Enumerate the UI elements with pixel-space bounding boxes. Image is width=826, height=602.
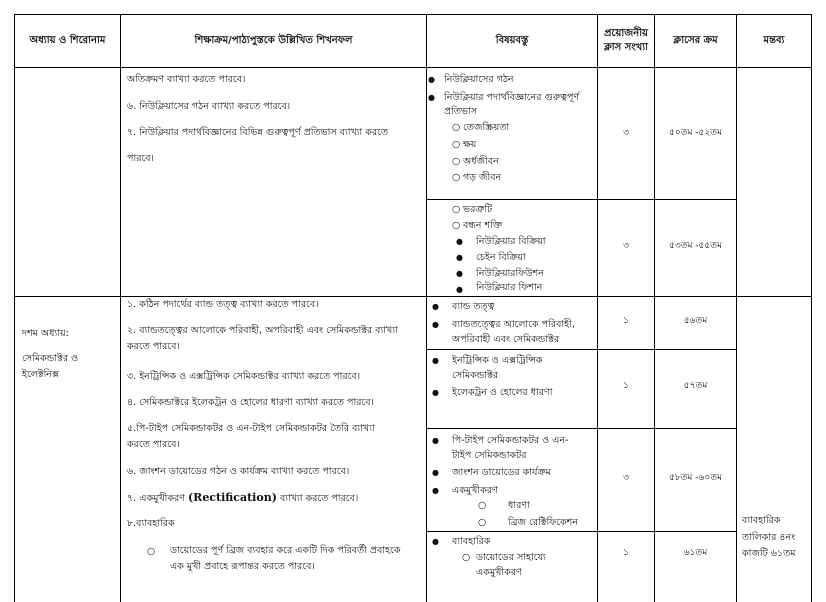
remark-text: তালিকার ৪নং (742, 532, 796, 543)
content-subitem: ক্ষয় (463, 139, 477, 150)
header-bottom-line (14, 67, 812, 68)
class-order: ৫০তম -৫২তম (669, 128, 722, 138)
class-count: ১ (623, 381, 629, 391)
content-item: নিউক্লিয়ার পদার্থবিজ্ঞানের গুরুত্বপূর্ণ (444, 92, 580, 103)
outcome-text-part: ৭. একমুখীকরণ (127, 493, 185, 504)
header-chapter: অধ্যায় ও শিরোনাম (29, 35, 106, 46)
bullet-icon: ● (456, 237, 463, 246)
content-item: ব্যান্ড তত্ত্ব (452, 301, 495, 312)
content-subitem: চেইন বিক্রিয়া (476, 252, 526, 263)
content-item: পি-টাইপ সেমিকন্ডাকটর ও এন- (452, 435, 569, 446)
bullet-icon: ● (432, 486, 439, 495)
outcome-text: করতে পারবে। (127, 439, 180, 450)
content-subitem: ধারণা (508, 500, 530, 511)
circle-bullet-icon: ○ (452, 139, 461, 150)
content-item: ব্যাবহারিক (452, 536, 491, 547)
outcome-text: করতে পারবে। (127, 341, 180, 352)
class-order: ৫৬তম (683, 316, 708, 326)
outcome-text: ৬. নিউক্লিয়াসের গঠন ব্যাখ্যা করতে পারবে। (127, 101, 291, 112)
content-subitem: নিউক্লিয়ার ফিশান (476, 282, 543, 293)
content-item: অপরিবাহী এবং সেমিকন্ডাক্টর (452, 334, 560, 345)
content-subitem: গড় জীবন (463, 172, 502, 183)
remark-text: কাজটি ৬১তম (742, 548, 796, 559)
header-classes-needed: প্রয়োজনীয় ক্লাস সংখ্যা (603, 28, 649, 53)
content-subitem: অর্ধজীবন (463, 156, 499, 167)
outcome-text: ৩. ইনট্রিন্সিক ও এক্সট্রিন্সিক সেমিকন্ডাক্টর ব্যাখ্যা করতে পারবে। (127, 371, 361, 382)
bullet-icon: ● (428, 75, 435, 84)
bullet-icon: ● (432, 436, 439, 445)
table-border-right (811, 14, 812, 602)
header-remarks: মন্তব্য (763, 35, 785, 46)
class-count: ৩ (623, 241, 629, 251)
row-divider (426, 199, 736, 200)
row-divider (426, 531, 736, 532)
content-subitem: ডায়োডের সাহায্যে (476, 552, 546, 563)
content-item: প্রতিভাস (444, 106, 478, 117)
column-divider (120, 14, 121, 602)
chapter-title: ইলেক্টনিক্স (22, 369, 59, 380)
class-count: ৩ (623, 128, 629, 138)
bullet-icon: ● (432, 468, 439, 477)
circle-bullet-icon: ○ (147, 546, 156, 557)
header-class-order: ক্লাসের ক্রম (673, 35, 718, 46)
bullet-icon: ● (456, 285, 463, 294)
class-order: ৫৭তম (683, 381, 708, 391)
content-item: টাইপ সেমিকন্ডাকটর (452, 450, 527, 461)
remark-text: ব্যাবহারিক (742, 515, 781, 526)
content-subitem: তেজস্ক্রিয়তা (463, 122, 510, 133)
outcome-text-part: ব্যাখ্যা করতে পারবে। (279, 493, 359, 504)
circle-bullet-icon: ○ (462, 552, 471, 563)
outcome-text: অতিক্রমণ ব্যাখ্যা করতে পারবে। (127, 74, 246, 85)
class-count: ১ (623, 548, 629, 558)
class-order: ৫৮তম -৬০তম (669, 473, 722, 483)
header-outcomes: শিক্ষাক্রম/পাঠ্যপুস্তকে উল্লিখিত শিখনফল (194, 35, 353, 46)
outcome-text: পারবে। (127, 153, 154, 164)
content-item: জাংশন ডায়োডের কার্যক্রম (452, 467, 551, 478)
chapter-title: দশম অধ্যায়: (22, 328, 69, 339)
class-order: ৫৩তম -৫৫তম (669, 241, 722, 251)
content-subitem: নিউক্লিয়ারফিউশন (476, 268, 544, 279)
content-subitem: বন্ধন শক্তি (463, 220, 503, 231)
column-divider (736, 14, 737, 602)
bullet-icon: ● (432, 302, 439, 311)
table-border-left (14, 14, 15, 602)
bullet-icon: ● (456, 253, 463, 262)
circle-bullet-icon: ○ (452, 156, 461, 167)
column-divider (654, 14, 655, 602)
content-item: একমুখীকরণ (452, 485, 498, 496)
bullet-icon: ● (432, 537, 439, 546)
outcome-text: ডায়োডের পূর্ণ ব্রিজ ব্যবহার করে একটি দিক পরিবর্তী প্রবাহকে (170, 545, 401, 556)
chapter-title: সেমিকন্ডাক্টর ও (22, 353, 79, 364)
circle-bullet-icon: ○ (452, 122, 461, 133)
content-subitem: ব্রিজ রেক্টিফিকেশন (508, 517, 578, 528)
content-item: ইলেকট্রন ও হোলের ধারণা (452, 387, 553, 398)
outcome-text: ৫.পি-টাইপ সেমিকন্ডাকটর ও এন-টাইপ সেমিকন্ডাকটর তৈরি ব্যাখ্যা (127, 423, 375, 434)
bullet-icon: ● (432, 320, 439, 329)
content-item: সেমিকন্ডাক্টর (452, 370, 499, 381)
column-divider (426, 14, 427, 602)
bullet-icon: ● (456, 269, 463, 278)
circle-bullet-icon: ○ (478, 517, 487, 528)
circle-bullet-icon: ○ (452, 172, 461, 183)
outcome-text: ৬. জাংশন ডায়োডের গঠন ও কার্যক্রম ব্যাখ্যা করতে পারবে। (127, 466, 350, 477)
content-subitem: ভরত্রুটি (463, 204, 493, 215)
column-divider (597, 14, 598, 602)
outcome-text: ২. ব্যান্ডতত্ত্বের আলোকে পরিবাহী, অপরিবাহী এবং সেমিকন্ডাক্টর ব্যাখ্যা (127, 325, 398, 336)
bullet-icon: ● (428, 93, 435, 102)
content-item: নিউক্লিয়াসের গঠন (444, 74, 514, 85)
content-item: ব্যান্ডতত্ত্বের আলোকে পরিবাহী, (452, 319, 575, 330)
content-subitem: নিউক্লিয়ার বিক্রিয়া (476, 236, 546, 247)
content-subitem: একমুখীকরণ (476, 567, 522, 578)
outcome-text: ১. কঠিন পদার্থের ব্যান্ড তত্ত্ব ব্যাখ্যা করতে পারবে। (127, 299, 319, 310)
rectification-term: (Rectification) (187, 491, 277, 504)
class-order: ৬১তম (683, 548, 708, 558)
row-divider (426, 349, 736, 350)
circle-bullet-icon: ○ (452, 220, 461, 231)
outcome-text: ৪. সেমিকন্ডাক্টরে ইলেকট্রন ও হোলের ধারণা ব্যাখ্যা করতে পারবে। (127, 397, 374, 408)
outcome-text (127, 491, 358, 505)
circle-bullet-icon: ○ (452, 204, 461, 215)
outcome-text: ৭. নিউক্লিয়ার পদার্থবিজ্ঞানের বিভিন্ন গুরুত্বপূর্ণ প্রতিভাস ব্যাখ্যা করতে (127, 127, 389, 138)
section-divider (14, 296, 812, 297)
header-content: বিষয়বস্তু (495, 35, 529, 46)
outcome-text: ৮.ব্যাবহারিক (127, 518, 175, 529)
class-count: ৩ (623, 473, 629, 483)
circle-bullet-icon: ○ (478, 500, 487, 511)
bullet-icon: ● (432, 356, 439, 365)
class-count: ১ (623, 316, 629, 326)
bullet-icon: ● (432, 388, 439, 397)
outcome-text: এক মুখী প্রবাহে রূপান্তর করতে পারবে। (170, 561, 315, 572)
content-item: ইনট্রিন্সিক ও এক্সট্রিন্সিক (452, 355, 543, 366)
row-divider (426, 428, 736, 429)
